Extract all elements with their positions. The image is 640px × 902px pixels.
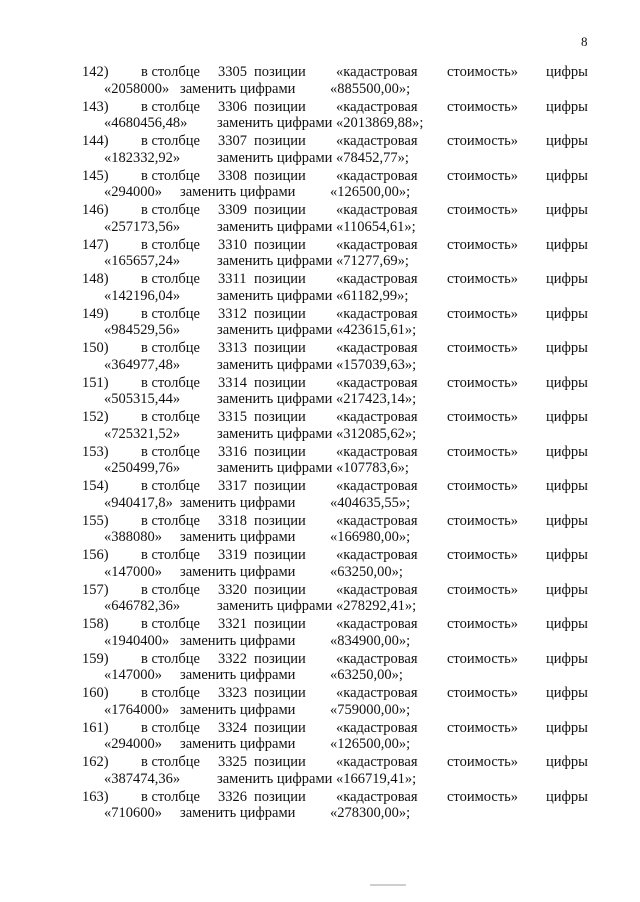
digits-label: цифры [546, 685, 588, 701]
position-label: позиции [254, 305, 306, 322]
digits-label: цифры [546, 719, 588, 736]
cost-label: стоимость» [447, 167, 519, 184]
list-item [0, 202, 640, 237]
replace-label: заменить цифрами [217, 356, 333, 373]
list-item [0, 616, 640, 651]
replace-label: заменить цифрами [217, 598, 333, 614]
old-value: «165657,24» [104, 253, 181, 269]
column-label: в столбце [141, 167, 200, 184]
cost-label: стоимость» [447, 719, 519, 736]
replace-label: заменить цифрами [180, 184, 296, 200]
digits-label: цифры [546, 754, 588, 770]
cadastral-label: «кадастровая [336, 685, 418, 701]
list-item [0, 720, 640, 755]
column-label: в столбце [141, 650, 200, 667]
new-value: «834900,00»; [330, 632, 411, 649]
column-code: 3312 [218, 305, 247, 322]
column-label: в столбце [141, 236, 200, 253]
cadastral-label: «кадастровая [336, 512, 418, 529]
cost-label: стоимость» [447, 616, 519, 632]
digits-label: цифры [546, 547, 588, 563]
cost-label: стоимость» [447, 236, 519, 253]
cost-label: стоимость» [447, 374, 519, 391]
column-code: 3309 [218, 202, 247, 218]
item-number: 146) [82, 202, 109, 218]
cadastral-label: «кадастровая [336, 167, 418, 184]
old-value: «147000» [104, 667, 162, 683]
item-number: 157) [82, 581, 109, 598]
cadastral-label: «кадастровая [336, 409, 418, 425]
item-number: 150) [82, 340, 109, 356]
column-label: в столбце [141, 374, 200, 391]
old-value: «4680456,48» [104, 115, 188, 131]
cadastral-label: «кадастровая [336, 650, 418, 667]
cost-label: стоимость» [447, 650, 519, 667]
position-label: позиции [254, 788, 306, 805]
column-label: в столбце [141, 64, 200, 80]
cadastral-label: «кадастровая [336, 305, 418, 322]
column-label: в столбце [141, 271, 200, 287]
column-label: в столбце [141, 340, 200, 356]
list-item [0, 340, 640, 375]
digits-label: цифры [546, 788, 588, 805]
replace-label: заменить цифрами [180, 805, 296, 821]
item-number: 144) [82, 133, 109, 149]
new-value: «126500,00»; [330, 736, 411, 752]
column-code: 3316 [218, 443, 247, 460]
digits-label: цифры [546, 305, 588, 322]
column-code: 3305 [218, 64, 247, 80]
position-label: позиции [254, 616, 306, 632]
old-value: «725321,52» [104, 425, 181, 442]
amendment-list [0, 64, 640, 823]
cost-label: стоимость» [447, 512, 519, 529]
replace-label: заменить цифрами [217, 460, 333, 476]
digits-label: цифры [546, 409, 588, 425]
item-number: 149) [82, 305, 109, 322]
cost-label: стоимость» [447, 547, 519, 563]
item-number: 159) [82, 650, 109, 667]
old-value: «2058000» [104, 80, 170, 97]
replace-label: заменить цифрами [180, 563, 296, 580]
list-item [0, 168, 640, 203]
cost-label: стоимость» [447, 754, 519, 770]
new-value: «404635,55»; [330, 494, 411, 511]
replace-label: заменить цифрами [217, 253, 333, 269]
position-label: позиции [254, 64, 306, 80]
digits-label: цифры [546, 512, 588, 529]
column-label: в столбце [141, 616, 200, 632]
list-item [0, 513, 640, 548]
digits-label: цифры [546, 650, 588, 667]
old-value: «984529,56» [104, 322, 181, 338]
replace-label: заменить цифрами [180, 494, 296, 511]
column-label: в столбце [141, 202, 200, 218]
item-number: 163) [82, 788, 109, 805]
position-label: позиции [254, 650, 306, 667]
old-value: «364977,48» [104, 356, 181, 373]
digits-label: цифры [546, 64, 588, 80]
digits-label: цифры [546, 581, 588, 598]
old-value: «505315,44» [104, 391, 181, 407]
position-label: позиции [254, 581, 306, 598]
replace-label: заменить цифрами [217, 287, 333, 304]
cost-label: стоимость» [447, 64, 519, 80]
position-label: позиции [254, 685, 306, 701]
column-label: в столбце [141, 788, 200, 805]
old-value: «294000» [104, 184, 162, 200]
item-number: 147) [82, 236, 109, 253]
cadastral-label: «кадастровая [336, 754, 418, 770]
digits-label: цифры [546, 443, 588, 460]
column-label: в столбце [141, 443, 200, 460]
list-item [0, 237, 640, 272]
column-code: 3320 [218, 581, 247, 598]
column-code: 3322 [218, 650, 247, 667]
list-item [0, 789, 640, 824]
new-value: «278300,00»; [330, 805, 411, 821]
column-label: в столбце [141, 305, 200, 322]
column-label: в столбце [141, 478, 200, 494]
cost-label: стоимость» [447, 788, 519, 805]
column-code: 3311 [218, 271, 247, 287]
cost-label: стоимость» [447, 581, 519, 598]
cost-label: стоимость» [447, 305, 519, 322]
old-value: «294000» [104, 736, 162, 752]
scan-artifact [370, 884, 406, 886]
new-value: «2013869,88»; [336, 115, 424, 131]
column-code: 3319 [218, 547, 247, 563]
cadastral-label: «кадастровая [336, 478, 418, 494]
replace-label: заменить цифрами [217, 149, 333, 166]
old-value: «387474,36» [104, 770, 181, 787]
item-number: 155) [82, 512, 109, 529]
replace-label: заменить цифрами [217, 770, 333, 787]
list-item [0, 409, 640, 444]
old-value: «388080» [104, 529, 162, 545]
old-value: «1764000» [104, 701, 170, 718]
item-number: 161) [82, 719, 109, 736]
position-label: позиции [254, 167, 306, 184]
cost-label: стоимость» [447, 98, 519, 115]
old-value: «147000» [104, 563, 162, 580]
column-label: в столбце [141, 581, 200, 598]
replace-label: заменить цифрами [180, 701, 296, 718]
position-label: позиции [254, 547, 306, 563]
replace-label: заменить цифрами [217, 425, 333, 442]
cost-label: стоимость» [447, 478, 519, 494]
new-value: «63250,00»; [330, 667, 403, 683]
replace-label: заменить цифрами [180, 80, 296, 97]
digits-label: цифры [546, 236, 588, 253]
old-value: «940417,8» [104, 494, 173, 511]
column-label: в столбце [141, 719, 200, 736]
position-label: позиции [254, 478, 306, 494]
position-label: позиции [254, 512, 306, 529]
digits-label: цифры [546, 271, 588, 287]
new-value: «157039,63»; [336, 356, 417, 373]
new-value: «217423,14»; [336, 391, 417, 407]
new-value: «278292,41»; [336, 598, 417, 614]
column-code: 3324 [218, 719, 247, 736]
cost-label: стоимость» [447, 202, 519, 218]
list-item [0, 306, 640, 341]
column-code: 3306 [218, 98, 247, 115]
digits-label: цифры [546, 202, 588, 218]
position-label: позиции [254, 202, 306, 218]
list-item [0, 547, 640, 582]
digits-label: цифры [546, 98, 588, 115]
column-label: в столбце [141, 512, 200, 529]
position-label: позиции [254, 754, 306, 770]
page-number: 8 [581, 34, 588, 49]
item-number: 162) [82, 754, 109, 770]
list-item [0, 133, 640, 168]
digits-label: цифры [546, 133, 588, 149]
cadastral-label: «кадастровая [336, 581, 418, 598]
cadastral-label: «кадастровая [336, 202, 418, 218]
column-code: 3310 [218, 236, 247, 253]
position-label: позиции [254, 719, 306, 736]
column-label: в столбце [141, 98, 200, 115]
item-number: 151) [82, 374, 109, 391]
old-value: «710600» [104, 805, 162, 821]
cadastral-label: «кадастровая [336, 133, 418, 149]
column-code: 3326 [218, 788, 247, 805]
new-value: «759000,00»; [330, 701, 411, 718]
cadastral-label: «кадастровая [336, 271, 418, 287]
item-number: 154) [82, 478, 109, 494]
list-item [0, 754, 640, 789]
new-value: «63250,00»; [330, 563, 403, 580]
column-label: в столбце [141, 133, 200, 149]
digits-label: цифры [546, 374, 588, 391]
position-label: позиции [254, 443, 306, 460]
new-value: «166980,00»; [330, 529, 411, 545]
cost-label: стоимость» [447, 133, 519, 149]
column-code: 3307 [218, 133, 247, 149]
item-number: 145) [82, 167, 109, 184]
digits-label: цифры [546, 167, 588, 184]
column-label: в столбце [141, 685, 200, 701]
replace-label: заменить цифрами [180, 632, 296, 649]
cost-label: стоимость» [447, 409, 519, 425]
list-item [0, 375, 640, 410]
old-value: «646782,36» [104, 598, 181, 614]
replace-label: заменить цифрами [217, 218, 333, 235]
column-code: 3314 [218, 374, 247, 391]
position-label: позиции [254, 409, 306, 425]
list-item [0, 651, 640, 686]
cadastral-label: «кадастровая [336, 374, 418, 391]
cadastral-label: «кадастровая [336, 547, 418, 563]
position-label: позиции [254, 340, 306, 356]
item-number: 143) [82, 98, 109, 115]
item-number: 153) [82, 443, 109, 460]
digits-label: цифры [546, 616, 588, 632]
column-code: 3313 [218, 340, 247, 356]
column-code: 3317 [218, 478, 247, 494]
item-number: 158) [82, 616, 109, 632]
item-number: 142) [82, 64, 109, 80]
list-item [0, 444, 640, 479]
replace-label: заменить цифрами [180, 529, 296, 545]
cadastral-label: «кадастровая [336, 64, 418, 80]
replace-label: заменить цифрами [180, 736, 296, 752]
new-value: «166719,41»; [336, 770, 417, 787]
column-code: 3325 [218, 754, 247, 770]
new-value: «61182,99»; [336, 287, 409, 304]
item-number: 160) [82, 685, 109, 701]
new-value: «126500,00»; [330, 184, 411, 200]
column-code: 3321 [218, 616, 247, 632]
cost-label: стоимость» [447, 340, 519, 356]
cadastral-label: «кадастровая [336, 719, 418, 736]
cost-label: стоимость» [447, 443, 519, 460]
cadastral-label: «кадастровая [336, 236, 418, 253]
list-item [0, 271, 640, 306]
replace-label: заменить цифрами [180, 667, 296, 683]
column-code: 3315 [218, 409, 247, 425]
new-value: «110654,61»; [336, 218, 416, 235]
column-label: в столбце [141, 409, 200, 425]
new-value: «885500,00»; [330, 80, 411, 97]
old-value: «1940400» [104, 632, 170, 649]
new-value: «423615,61»; [336, 322, 417, 338]
old-value: «182332,92» [104, 149, 181, 166]
cost-label: стоимость» [447, 685, 519, 701]
cadastral-label: «кадастровая [336, 616, 418, 632]
old-value: «257173,56» [104, 218, 181, 235]
replace-label: заменить цифрами [217, 115, 333, 131]
column-label: в столбце [141, 754, 200, 770]
position-label: позиции [254, 98, 306, 115]
old-value: «250499,76» [104, 460, 181, 476]
digits-label: цифры [546, 340, 588, 356]
cadastral-label: «кадастровая [336, 340, 418, 356]
cadastral-label: «кадастровая [336, 98, 418, 115]
item-number: 156) [82, 547, 109, 563]
new-value: «107783,6»; [336, 460, 409, 476]
cost-label: стоимость» [447, 271, 519, 287]
new-value: «78452,77»; [336, 149, 409, 166]
replace-label: заменить цифрами [217, 391, 333, 407]
position-label: позиции [254, 271, 306, 287]
cadastral-label: «кадастровая [336, 788, 418, 805]
column-code: 3323 [218, 685, 247, 701]
list-item [0, 99, 640, 134]
replace-label: заменить цифрами [217, 322, 333, 338]
old-value: «142196,04» [104, 287, 181, 304]
list-item [0, 64, 640, 99]
position-label: позиции [254, 236, 306, 253]
new-value: «312085,62»; [336, 425, 417, 442]
cadastral-label: «кадастровая [336, 443, 418, 460]
list-item [0, 478, 640, 513]
new-value: «71277,69»; [336, 253, 409, 269]
item-number: 152) [82, 409, 109, 425]
position-label: позиции [254, 374, 306, 391]
list-item [0, 685, 640, 720]
position-label: позиции [254, 133, 306, 149]
digits-label: цифры [546, 478, 588, 494]
column-code: 3308 [218, 167, 247, 184]
column-code: 3318 [218, 512, 247, 529]
column-label: в столбце [141, 547, 200, 563]
list-item [0, 582, 640, 617]
item-number: 148) [82, 271, 109, 287]
